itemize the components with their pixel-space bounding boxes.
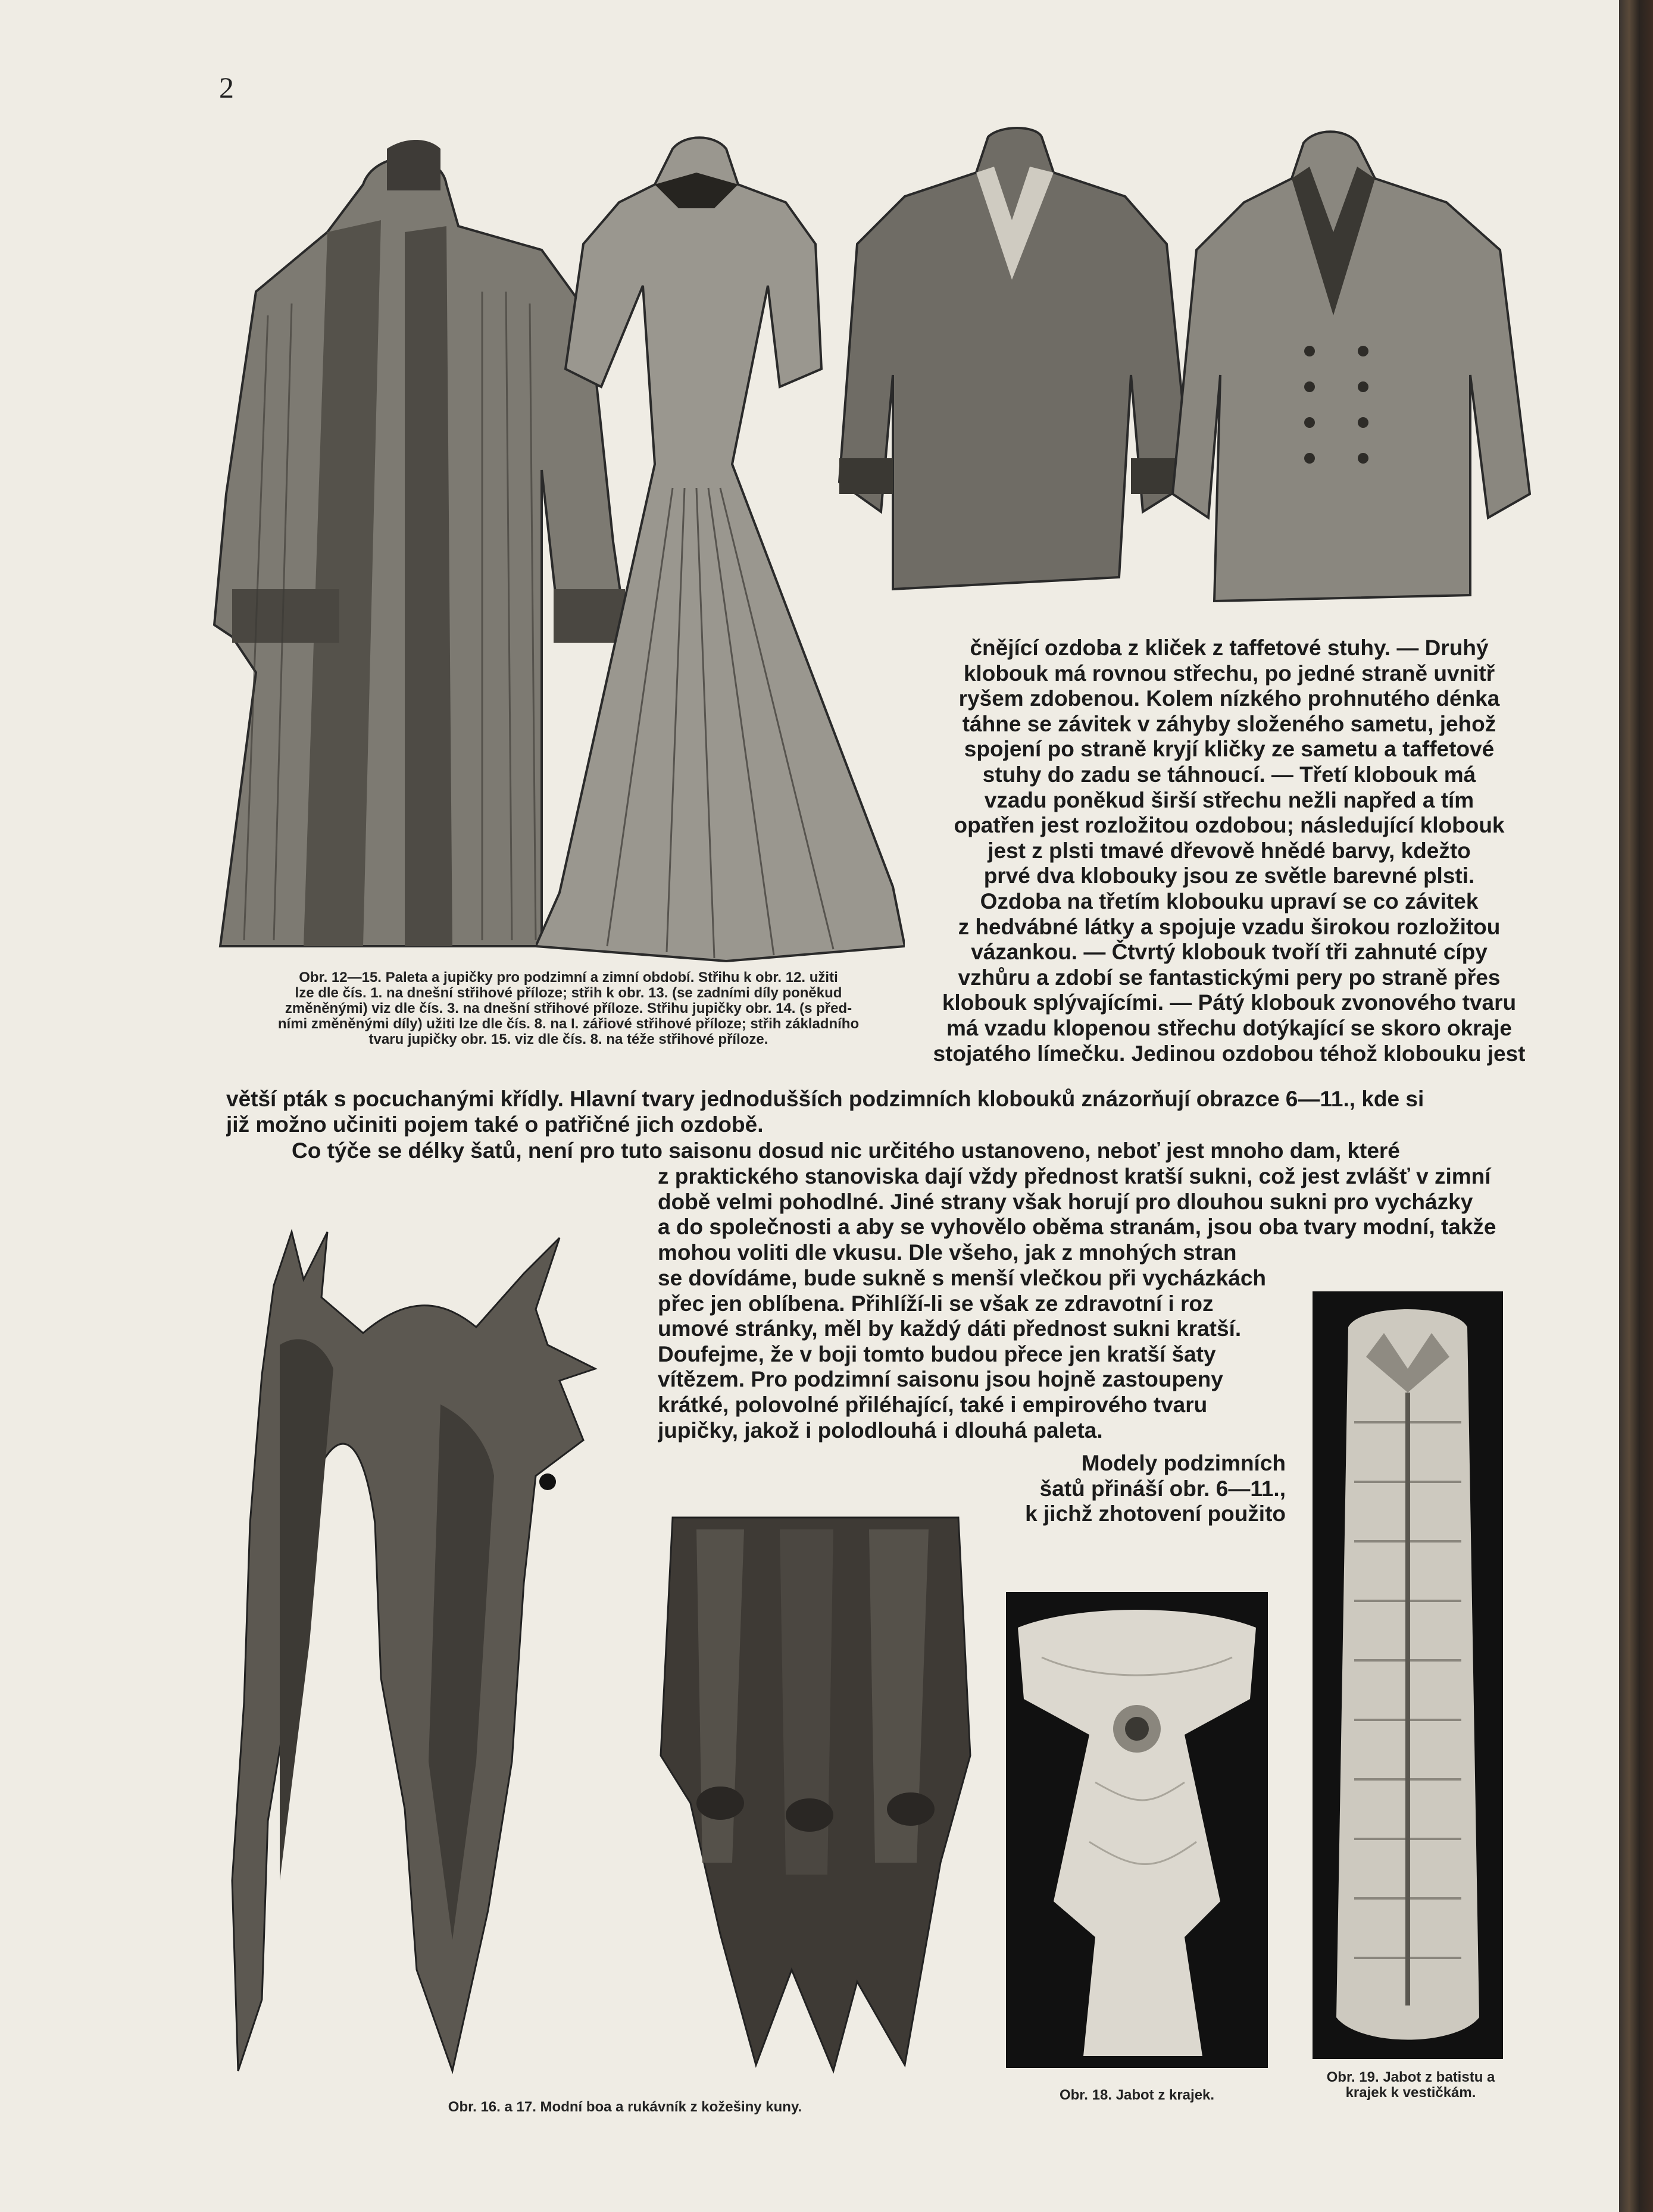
paragraph-two-end bbox=[976, 1451, 1286, 1527]
text-line: ryšem zdobenou. Kolem nízkého prohnutého dénka bbox=[958, 686, 1500, 711]
figure-jacket-14 bbox=[833, 125, 1190, 595]
text-line: prvé dva klobouky jsou ze světle barevné plsti. bbox=[983, 863, 1475, 888]
text-line: spojení po straně kryjí kličky ze sametu a taffetové bbox=[964, 737, 1495, 762]
text-line: se dovídáme, bude sukně s menší vlečkou při vycházkách bbox=[658, 1266, 1267, 1290]
fur-boa-illustration bbox=[226, 1226, 619, 2083]
full-width-text bbox=[226, 1087, 1536, 1137]
jacket-illustration-15 bbox=[1167, 125, 1536, 607]
text-line: stuhy do zadu se táhnoucí. — Třetí klobouk má bbox=[982, 762, 1476, 787]
caption-figure-18: Obr. 18. Jabot z krajek. bbox=[1059, 2087, 1215, 2103]
text-line: vítězem. Pro podzimní saisonu jsou hojně zastoupeny bbox=[658, 1367, 1223, 1392]
text-line: k jichž zhotovení použito bbox=[1025, 1501, 1286, 1526]
text-line: vzhůru a zdobí se fantastickými pery po straně přes bbox=[958, 965, 1501, 990]
text-line: z hedvábné látky a spojuje vzadu širokou rozložitou bbox=[958, 914, 1501, 939]
caption-figures-16-17: Obr. 16. a 17. Modní boa a rukávník z kožešiny kuny. bbox=[448, 2099, 802, 2115]
fur-muff-illustration bbox=[655, 1506, 976, 2077]
figure-jabot-18 bbox=[1006, 1592, 1268, 2068]
caption-figures-12-15 bbox=[229, 970, 908, 1047]
text-line: a do společnosti a aby se vyhovělo oběma stranám, jsou oba tvary modní, takže bbox=[658, 1215, 1496, 1240]
text-line: klobouk splývajícími. — Pátý klobouk zvonového tvaru bbox=[942, 990, 1517, 1015]
text-line: již možno učiniti pojem také o patřičné jich ozdobě. bbox=[226, 1112, 764, 1137]
text-line: Doufejme, že v boji tomto budou přece jen kratší šaty bbox=[658, 1341, 1216, 1366]
text-line: šatů přináší obr. 6—11., bbox=[1039, 1476, 1286, 1501]
paragraph-two-wide bbox=[658, 1164, 1536, 1265]
caption-line: změněnými) viz dle čís. 3. na dnešní střihové příloze. Střihu jupičky obr. 14. (s před- bbox=[285, 1000, 852, 1016]
jacket-illustration-14 bbox=[833, 125, 1190, 595]
caption-line: Obr. 12—15. Paleta a jupičky pro podzimní a zimní období. Střihu k obr. 12. užiti bbox=[299, 969, 838, 985]
paragraph-two-narrow bbox=[658, 1266, 1283, 1443]
caption-line: lze dle čís. 1. na dnešní střihové příloze; střih k obr. 13. (se zadními díly poněkud bbox=[295, 985, 842, 1001]
paragraph-two-first-line bbox=[292, 1138, 1536, 1164]
text-line: Ozdoba na třetím klobouku upraví se co závitek bbox=[980, 888, 1479, 913]
text-line: stojatého límečku. Jedinou ozdobou téhož klobouku jest bbox=[933, 1041, 1526, 1066]
lace-jabot-illustration bbox=[1006, 1592, 1268, 2068]
text-line: Modely podzimních bbox=[1081, 1451, 1286, 1475]
text-line: umové stránky, měl by každý dáti přednost sukni kratší. bbox=[658, 1316, 1242, 1341]
text-line: z praktického stanoviska dají vždy přednost kratší sukni, což jest zvlášť v zimní bbox=[658, 1164, 1491, 1188]
text-line: táhne se závitek v záhyby složeného sametu, jehož bbox=[962, 711, 1496, 736]
text-line: vázankou. — Čtvrtý klobouk tvoří tři zahnuté cípy bbox=[971, 940, 1488, 965]
caption-line: krajek k vestičkám. bbox=[1345, 2085, 1476, 2101]
right-column-text bbox=[923, 636, 1536, 1066]
text-line: větší pták s pocuchanými křídly. Hlavní tvary jednodušších podzimních klobouků znázorňují obrazce 6—11., kde si bbox=[226, 1087, 1424, 1111]
text-line: čnějící ozdoba z kliček z taffetové stuhy. — Druhý bbox=[970, 636, 1489, 660]
text-line: Co týče se délky šatů, není pro tuto saisonu dosud nic určitého ustanoveno, neboť jest mnoho dam, které bbox=[292, 1138, 1400, 1163]
text-line: mohou voliti dle vkusu. Dle všeho, jak z mnohých stran bbox=[658, 1240, 1237, 1265]
text-line: krátké, polovolné přiléhající, také i empirového tvaru bbox=[658, 1392, 1208, 1417]
figure-fur-muff-17 bbox=[655, 1506, 976, 2077]
caption-figure-19 bbox=[1286, 2070, 1536, 2101]
book-binding-edge bbox=[1619, 0, 1653, 2212]
text-line: klobouk má rovnou střechu, po jedné straně uvnitř bbox=[963, 661, 1495, 686]
page-number: 2 bbox=[219, 71, 234, 104]
caption-line: Obr. 19. Jabot z batistu a bbox=[1326, 2069, 1495, 2085]
figure-jacket-15 bbox=[1167, 125, 1536, 607]
figure-jabot-19 bbox=[1313, 1291, 1503, 2059]
figure-fur-boa-16 bbox=[226, 1226, 619, 2083]
text-line: opatřen jest rozložitou ozdobou; následující klobouk bbox=[954, 813, 1505, 838]
text-line: vzadu poněkud širší střechu nežli napřed a tím bbox=[984, 787, 1474, 812]
text-line: přec jen oblíbena. Přihlíží-li se však ze zdravotní i roz bbox=[658, 1291, 1214, 1316]
caption-line: tvaru jupičky obr. 15. viz dle čís. 8. na téže střihové příloze. bbox=[368, 1031, 768, 1047]
batiste-jabot-illustration bbox=[1313, 1291, 1503, 2059]
caption-line: ními změněnými díly) užiti lze dle čís. 8. na I. zářiové střihové příloze; střih základního bbox=[277, 1016, 860, 1032]
text-line: jest z plsti tmavé dřevově hnědé barvy, kdežto bbox=[988, 838, 1471, 863]
text-line: době velmi pohodlné. Jiné strany však horují pro dlouhou sukni pro vycházky bbox=[658, 1189, 1473, 1214]
text-line: jupičky, jakož i polodlouhá i dlouhá paleta. bbox=[658, 1418, 1103, 1443]
text-line: má vzadu klopenou střechu dotýkající se skoro okraje bbox=[946, 1015, 1512, 1040]
